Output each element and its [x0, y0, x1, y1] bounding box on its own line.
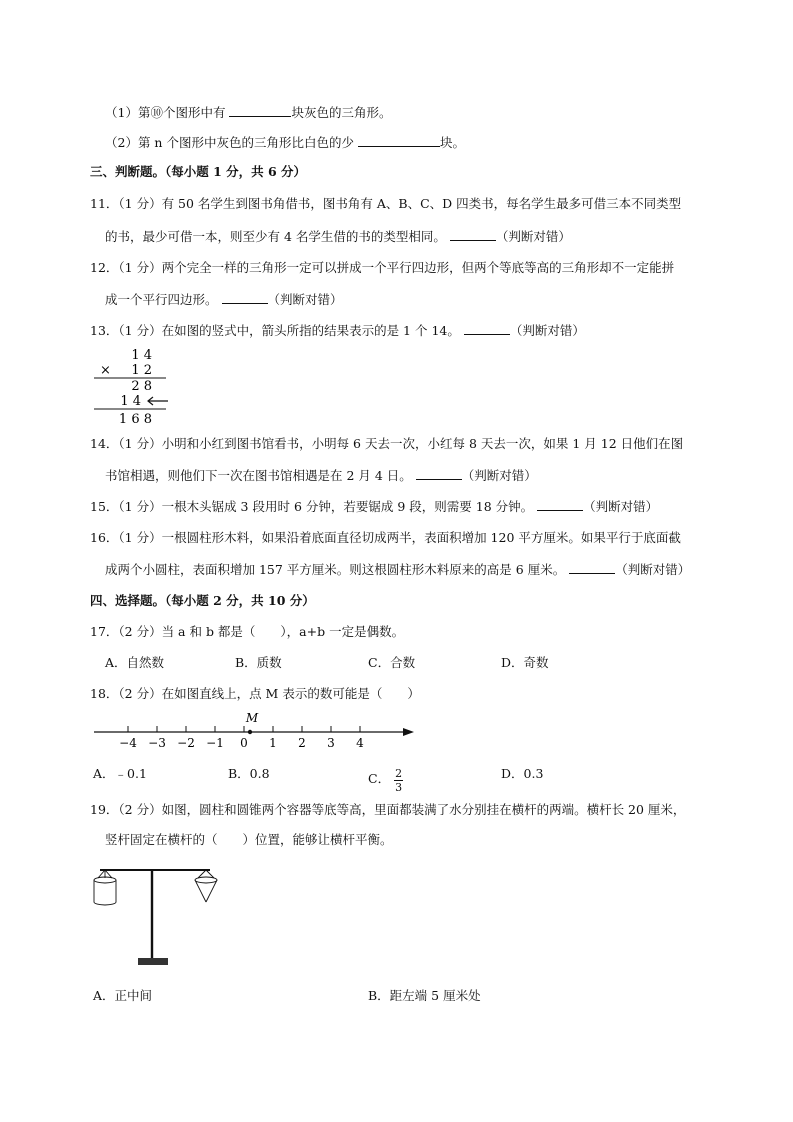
number-line-tick-label: 4	[356, 736, 364, 750]
q13-answer-blank[interactable]	[464, 322, 510, 335]
q18-option-b[interactable]: B．0.8	[228, 766, 270, 781]
q14-line2-pre: 书馆相遇，则他们下一次在图书馆相遇是在 2 月 4 日。	[105, 468, 412, 483]
q17-option-a[interactable]: A．自然数	[105, 655, 165, 670]
number-line-arrowhead	[403, 728, 414, 736]
number-line-tick-label: 3	[327, 736, 335, 750]
q18-option-a[interactable]: A．﹣0.1	[93, 766, 147, 781]
q11-line1: 11．（1 分）有 50 名学生到图书角借书，图书角有 A、B、C、D 四类书，每名学生最多可借三本不同类型	[90, 196, 682, 211]
q10-sub2-post: 块。	[439, 135, 465, 150]
number-line-tick-label: −2	[177, 736, 195, 750]
fraction-denominator: 3	[395, 781, 403, 794]
q15-line1	[90, 498, 658, 515]
point-m	[248, 730, 252, 734]
q19-option-a[interactable]: A．正中间	[93, 988, 153, 1003]
q12-line2	[105, 291, 343, 308]
q15-line1-post: （判断对错）	[583, 499, 659, 514]
q19-balance-figure	[88, 860, 228, 972]
q10-sub1-blank[interactable]	[229, 104, 291, 117]
point-m-label: M	[245, 711, 259, 725]
q13-line1-post: （判断对错）	[509, 323, 585, 338]
q13-line1	[90, 322, 585, 339]
q18-number-line	[90, 708, 420, 750]
number-line-tick-label: 2	[298, 736, 306, 750]
q13-row4: 1 4	[120, 394, 141, 409]
q13-arrow	[148, 397, 168, 405]
q13-row3: 2 8	[131, 379, 152, 394]
q15-answer-blank[interactable]	[537, 498, 583, 511]
number-line-tick-label: 0	[240, 736, 248, 750]
q11-line2-post: （判断对错）	[495, 229, 571, 244]
q14-line2-post: （判断对错）	[461, 468, 537, 483]
number-line-tick-label: −4	[119, 736, 137, 750]
q17-option-c[interactable]: C．合数	[368, 655, 416, 670]
cylinder-container-icon	[94, 870, 116, 905]
q14-answer-blank[interactable]	[416, 467, 462, 480]
q16-answer-blank[interactable]	[569, 561, 615, 574]
q15-line1-pre: 15．（1 分）一根木头锯成 3 段用时 6 分钟，若要锯成 9 段，则需要 18 分钟。	[90, 499, 534, 514]
number-line-tick-label: −3	[148, 736, 166, 750]
q19-option-b[interactable]: B．距左端 5 厘米处	[368, 988, 481, 1003]
q16-line1: 16．（1 分）一根圆柱形木料，如果沿着底面直径切成两半，表面积增加 120 平方厘米。如果平行于底面截	[90, 530, 681, 545]
q13-row1: 1 4	[131, 348, 152, 363]
q11-line2-pre: 的书，最少可借一本，则至少有 4 名学生借的书的类型相同。	[105, 229, 446, 244]
q10-sub2-blank[interactable]	[358, 134, 440, 147]
q12-line1: 12．（1 分）两个完全一样的三角形一定可以拼成一个平行四边形，但两个等底等高的三角形却不一定能拼	[90, 260, 675, 275]
q19-line2: 竖杆固定在横杆的（ ）位置，能够让横杆平衡。	[105, 832, 393, 847]
q13-times-sign: ×	[100, 363, 111, 378]
q18-stem: 18．（2 分）在如图直线上，点 M 表示的数可能是（ ）	[90, 686, 420, 701]
q18-option-c-label: C．	[368, 771, 391, 786]
q13-line1-pre: 13．（1 分）在如图的竖式中，箭头所指的结果表示的是 1 个 14。	[90, 323, 460, 338]
fraction-numerator: 2	[395, 767, 403, 780]
q14-line2	[105, 467, 537, 484]
q13-multiplication-figure	[90, 346, 180, 428]
q13-row5: 1 6 8	[118, 412, 152, 427]
q16-line2-pre: 成两个小圆柱，表面积增加 157 平方厘米。则这根圆柱形木料原来的高是 6 厘米。	[105, 562, 566, 577]
q16-line2	[105, 561, 690, 578]
q18-option-c[interactable]	[368, 766, 403, 793]
q17-option-b[interactable]: B．质数	[235, 655, 282, 670]
q12-line2-pre: 成一个平行四边形。	[105, 292, 218, 307]
q11-line2	[105, 228, 571, 245]
q10-sub1-post: 块灰色的三角形。	[291, 105, 392, 120]
q17-stem: 17．（2 分）当 a 和 b 都是（ ），a+b 一定是偶数。	[90, 624, 405, 639]
q18-option-d[interactable]: D．0.3	[501, 766, 544, 781]
q14-line1: 14．（1 分）小明和小红到图书馆看书，小明每 6 天去一次，小红每 8 天去一次，如果 1 月 12 日他们在图	[90, 436, 684, 451]
q19-line1: 19．（2 分）如图，圆柱和圆锥两个容器等底等高，里面都装满了水分别挂在横杆的两端。横杆长 20 厘米，	[90, 802, 686, 817]
q10-sub2-pre: （2）第 n 个图形中灰色的三角形比白色的少	[105, 135, 354, 150]
q12-line2-post: （判断对错）	[267, 292, 343, 307]
balance-base	[138, 958, 168, 965]
q18-option-c-fraction	[394, 767, 403, 794]
q10-sub1	[105, 104, 391, 121]
q10-sub1-pre: （1）第⑩个图形中有	[105, 105, 226, 120]
section4-title: 四、选择题。（每小题 2 分，共 10 分）	[90, 593, 315, 608]
q10-sub2	[105, 134, 465, 151]
q11-answer-blank[interactable]	[450, 228, 496, 241]
q17-option-d[interactable]: D．奇数	[501, 655, 549, 670]
q12-answer-blank[interactable]	[222, 291, 268, 304]
number-line-tick-label: 1	[269, 736, 277, 750]
q16-line2-post: （判断对错）	[615, 562, 691, 577]
section3-title: 三、判断题。（每小题 1 分，共 6 分）	[90, 164, 307, 179]
q13-row2: 1 2	[131, 363, 152, 378]
cone-container-icon	[195, 870, 217, 902]
number-line-tick-label: −1	[206, 736, 224, 750]
